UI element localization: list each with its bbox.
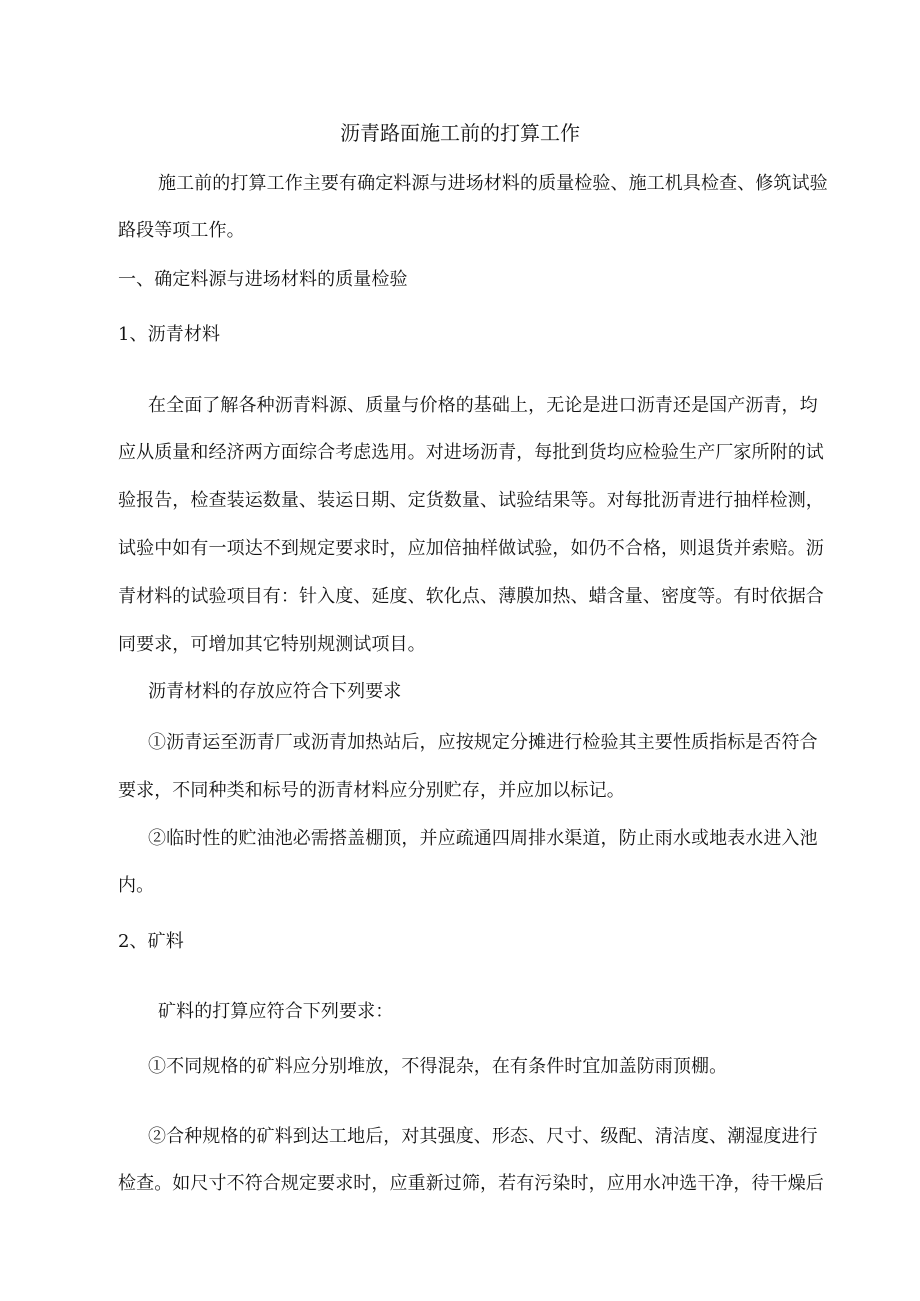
subsection-heading-2: 2、矿料 xyxy=(118,931,184,952)
asphalt-para-line-6: 同要求，可增加其它特别规测试项目。 xyxy=(118,634,426,655)
mineral-item-2-line-1: ②合种规格的矿料到达工地后，对其强度、形态、尺寸、级配、清洁度、潮湿度进行 xyxy=(148,1126,818,1147)
storage-item-1-line-1: ①沥青运至沥青厂或沥青加热站后，应按规定分摊进行检验其主要性质指标是否符合 xyxy=(148,732,818,753)
asphalt-para-line-1: 在全面了解各种沥青料源、质量与价格的基础上，无论是进口沥青还是国产沥青，均 xyxy=(148,395,818,416)
storage-item-2-line-2: 内。 xyxy=(118,875,155,896)
section-heading-1: 一、确定料源与进场材料的质量检验 xyxy=(118,269,408,290)
storage-item-2-line-1: ②临时性的贮油池必需搭盖棚顶，并应疏通四周排水渠道，防止雨水或地表水进入池 xyxy=(148,828,818,849)
intro-line-1: 施工前的打算工作主要有确定料源与进场材料的质量检验、施工机具检查、修筑试验 xyxy=(158,173,828,194)
asphalt-para-line-5: 青材料的试验项目有：针入度、延度、软化点、薄膜加热、蜡含量、密度等。有时依据合 xyxy=(118,586,824,607)
mineral-intro: 矿料的打算应符合下列要求： xyxy=(158,1001,394,1022)
storage-intro: 沥青材料的存放应符合下列要求 xyxy=(148,681,402,702)
document-title: 沥青路面施工前的打算工作 xyxy=(340,121,580,145)
mineral-item-1: ①不同规格的矿料应分别堆放，不得混杂，在有条件时宜加盖防雨顶棚。 xyxy=(148,1056,728,1077)
subsection-heading-1: 1、沥青材料 xyxy=(118,324,221,345)
intro-line-2: 路段等项工作。 xyxy=(118,220,245,241)
asphalt-para-line-4: 试验中如有一项达不到规定要求时，应加倍抽样做试验，如仍不合格，则退货并索赔。沥 xyxy=(118,538,824,559)
asphalt-para-line-3: 验报告，检查装运数量、装运日期、定货数量、试验结果等。对每批沥青进行抽样检测， xyxy=(118,490,824,511)
asphalt-para-line-2: 应从质量和经济两方面综合考虑选用。对进场沥青，每批到货均应检验生产厂家所附的试 xyxy=(118,442,824,463)
mineral-item-2-line-2: 检查。如尺寸不符合规定要求时，应重新过筛，若有污染时，应用水冲选干净，待干燥后 xyxy=(118,1173,824,1194)
storage-item-1-line-2: 要求，不同种类和标号的沥青材料应分别贮存，并应加以标记。 xyxy=(118,780,625,801)
